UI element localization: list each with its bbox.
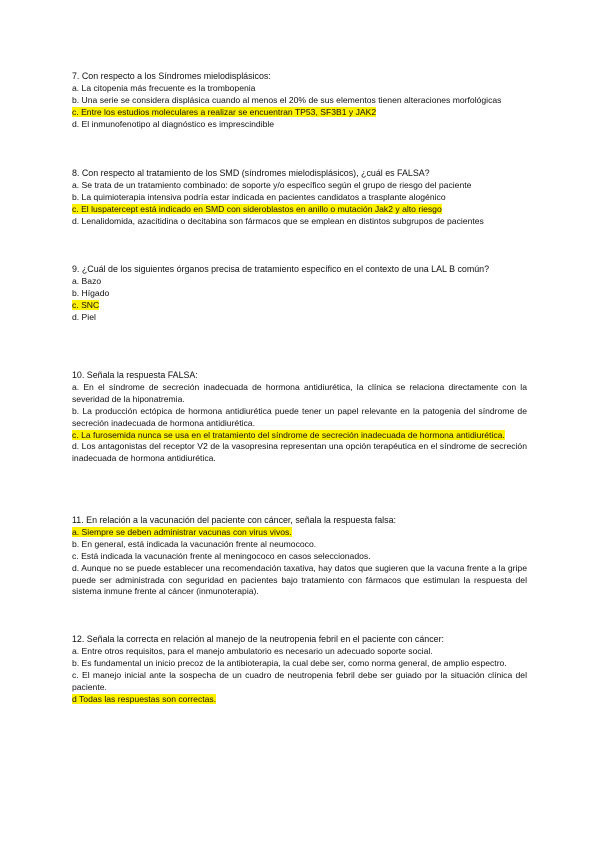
question-title: 7. Con respecto a los Síndromes mielodisplásicos: — [72, 71, 271, 81]
option-d-highlighted — [72, 694, 527, 706]
option-b: b. Una serie se considera displásica cuando al menos el 20% de sus elementos tienen alteraciones morfológicas — [72, 94, 502, 105]
question-7 — [72, 71, 527, 131]
option-c-highlighted — [72, 204, 527, 216]
option-d: d. Lenalidomida, azacitidina o decitabina son fármacos que se emplean en distintos subgrupos de pacientes — [72, 215, 484, 226]
question-title: 9. ¿Cuál de los siguientes órganos precisa de tratamiento específico en el contexto de una LAL B común? — [72, 264, 490, 274]
option-d: d. Aunque no se puede establecer una recomendación taxativa, hay datos que sugieren que la vacuna frente a la gripe puede ser administrada con seguridad en pacientes bajo tratamiento con fármacos que estimulan la respuesta del sistema inmune frente al cáncer (inmunoterapia). — [72, 562, 527, 597]
question-8 — [72, 168, 527, 228]
option-a-highlighted — [72, 527, 527, 539]
option-b: b. En general, está indicada la vacunación frente al neumococo. — [72, 538, 317, 549]
question-10 — [72, 370, 527, 465]
option-a: a. Entre otros requisitos, para el manejo ambulatorio es necesario un adecuado soporte social. — [72, 645, 433, 656]
option-c-highlighted — [72, 300, 527, 312]
question-title: 11. En relación a la vacunación del paciente con cáncer, señala la respuesta falsa: — [72, 515, 396, 525]
option-a: a. En el síndrome de secreción inadecuada de hormona antidiurética, la clínica se relaciona directamente con la severidad de la hiponatremia. — [72, 381, 527, 404]
option-c: c. El manejo inicial ante la sospecha de un cuadro de neutropenia febril debe ser guiado por la situación clínica del paciente. — [72, 669, 527, 692]
option-a: a. La citopenia más frecuente es la trombopenia — [72, 82, 256, 93]
option-d: d. Piel — [72, 311, 96, 322]
question-11 — [72, 515, 527, 598]
question-9 — [72, 264, 527, 324]
highlighted-answer: c. SNC — [72, 299, 100, 310]
highlighted-answer: c. Entre los estudios moleculares a realizar se encuentran TP53, SF3B1 y JAK2 — [72, 106, 377, 117]
option-c-highlighted — [72, 107, 527, 119]
question-12 — [72, 634, 527, 705]
option-d: d. El inmunofenotipo al diagnóstico es imprescindible — [72, 118, 275, 129]
question-title: 10. Señala la respuesta FALSA: — [72, 370, 198, 380]
highlighted-answer: a. Siempre se deben administrar vacunas con virus vivos. — [72, 526, 292, 537]
option-c-highlighted — [72, 430, 527, 442]
question-title: 8. Con respecto al tratamiento de los SMD (síndromes mielodisplásicos), ¿cuál es FALSA? — [72, 168, 430, 178]
option-b: b. La producción ectópica de hormona antidiurética puede tener un papel relevante en la patogenia del síndrome de secreción inadecuada de hormona antidiurética. — [72, 405, 527, 428]
option-a: a. Se trata de un tratamiento combinado: de soporte y/o específico según el grupo de riesgo del paciente — [72, 179, 472, 190]
option-b: b. Es fundamental un inicio precoz de la antibioterapia, la cual debe ser, como norma general, de amplio espectro. — [72, 657, 507, 668]
question-title: 12. Señala la correcta en relación al manejo de la neutropenia febril en el paciente con cáncer: — [72, 634, 445, 644]
highlighted-answer: c. La furosemida nunca se usa en el tratamiento del síndrome de secreción inadecuada de hormona antidiurética. — [72, 429, 505, 440]
highlighted-answer: d Todas las respuestas son correctas. — [72, 693, 217, 704]
option-b: b. Hígado — [72, 287, 110, 298]
option-a: a. Bazo — [72, 275, 102, 286]
highlighted-answer: c. El luspatercept está indicado en SMD con sideroblastos en anillo o mutación Jak2 y alto riesgo — [72, 203, 442, 214]
option-d: d. Los antagonistas del receptor V2 de la vasopresina representan una opción terapéutica en el síndrome de secreción inadecuada de hormona antidiurética. — [72, 441, 527, 464]
option-c: c. Está indicada la vacunación frente al meningococo en casos seleccionados. — [72, 550, 371, 561]
option-b: b. La quimioterapia intensiva podría estar indicada en pacientes candidatos a trasplante alogénico — [72, 191, 446, 202]
